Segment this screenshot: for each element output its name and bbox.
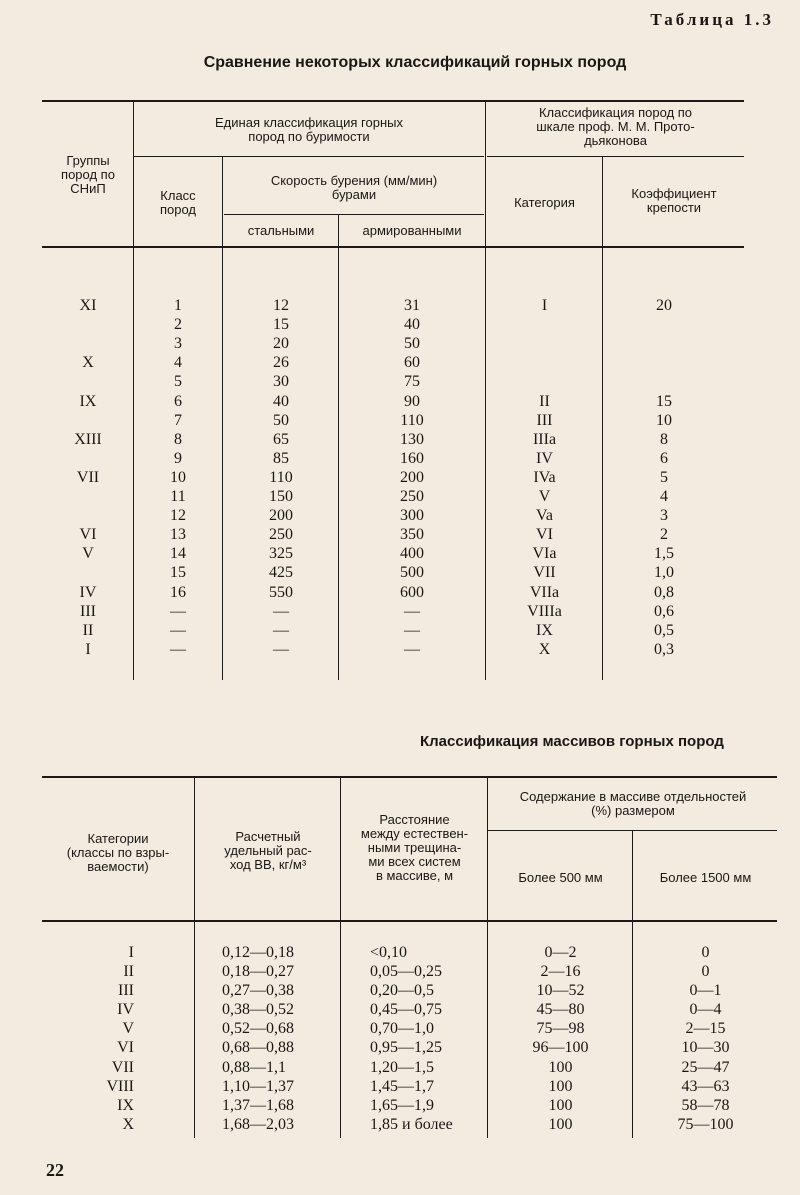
header-class: Класс пород bbox=[159, 188, 197, 217]
table2-over-1500-column: 0 0 0—1 0—4 2—15 10—30 25—47 43—63 58—78 75—100 bbox=[677, 944, 734, 1133]
table1-column-divider bbox=[602, 156, 603, 680]
table1-column-divider bbox=[338, 214, 339, 680]
table2-column-divider bbox=[340, 776, 341, 1138]
table1-class-column: 1 2 3 4 5 6 7 8 9 10 11 12 13 14 15 16 — — — bbox=[170, 297, 186, 658]
header-consumption: Расчетный удельный рас- ход ВВ, кг/м³ bbox=[224, 829, 312, 872]
header-categories: Категории (классы по взры- ваемости) bbox=[66, 831, 170, 874]
table2-over-500-column: 0—2 2—16 10—52 45—80 75—98 96—100 100 100 100 100 bbox=[532, 944, 589, 1133]
table1-top-rule bbox=[42, 100, 744, 102]
header-over-500: Более 500 мм bbox=[518, 870, 603, 885]
header-distance: Расстояние между естествен- ными трещина- ми всех систем в массиве, м bbox=[360, 812, 469, 883]
table1-coefficient-column: 20 15 10 8 6 5 4 3 2 1,5 1,0 0,8 0,6 0,5 0,3 bbox=[654, 297, 674, 658]
table1-protodyakonov-rule bbox=[487, 156, 744, 157]
table2-column-divider bbox=[632, 830, 633, 1138]
header-armored: армированными bbox=[362, 223, 462, 238]
table1-column-divider bbox=[222, 156, 223, 680]
header-steel: стальными bbox=[247, 223, 315, 238]
header-over-1500: Более 1500 мм bbox=[659, 870, 752, 885]
table1-title: Сравнение некоторых классификаций горных пород bbox=[203, 54, 627, 71]
table-label: Таблица 1.3 bbox=[650, 10, 774, 29]
table2-distance-column: <0,10 0,05—0,25 0,20—0,5 0,45—0,75 0,70—1,0 0,95—1,25 1,20—1,5 1,45—1,7 1,65—1,9 1,85 и более bbox=[370, 944, 453, 1133]
table2-column-divider bbox=[194, 776, 195, 1138]
table2-top-rule bbox=[42, 776, 777, 778]
table1-groups-column: XI X IX XIII VII VI V IV III II I bbox=[74, 297, 102, 658]
table1-speed-rule bbox=[224, 214, 484, 215]
table1-category-column: I II III IIIa IV IVa V Va VI VIa VII VIIa VIIIa IX X bbox=[527, 297, 562, 658]
page-number: 22 bbox=[46, 1160, 64, 1180]
table2-consumption-column: 0,12—0,18 0,18—0,27 0,27—0,38 0,38—0,52 0,52—0,68 0,68—0,88 0,88—1,1 1,10—1,37 1,37—1,68 1,68—2,03 bbox=[222, 944, 294, 1133]
table2-title: Классификация массивов горных пород bbox=[420, 733, 724, 750]
header-speed: Скорость бурения (мм/мин) бурами bbox=[270, 173, 438, 202]
table2-column-divider bbox=[487, 776, 488, 1138]
header-protodyakonov: Классификация пород по шкале проф. М. М. Прото- дьяконова bbox=[536, 105, 695, 148]
header-groups: Группы пород по СНиП bbox=[61, 153, 115, 196]
table2-header-bottom-rule bbox=[42, 920, 777, 922]
header-category: Категория bbox=[514, 195, 575, 210]
header-coefficient: Коэффициент крепости bbox=[631, 186, 717, 215]
table1-column-divider bbox=[485, 100, 486, 680]
table1-steel-column: 12 15 20 26 30 40 50 65 85 110 150 200 250 325 425 550 — — — bbox=[269, 297, 293, 658]
header-content: Содержание в массиве отдельностей (%) размером bbox=[519, 789, 747, 818]
table2-categories-column: I II III IV V VI VII VIII IX X bbox=[106, 944, 134, 1133]
header-unified: Единая классификация горных пород по буримости bbox=[215, 115, 403, 144]
table1-unified-rule bbox=[134, 156, 484, 157]
table1-header-bottom-rule bbox=[42, 246, 744, 248]
table1-armored-column: 31 40 50 60 75 90 110 130 160 200 250 300 350 400 500 600 — — — bbox=[400, 297, 424, 658]
